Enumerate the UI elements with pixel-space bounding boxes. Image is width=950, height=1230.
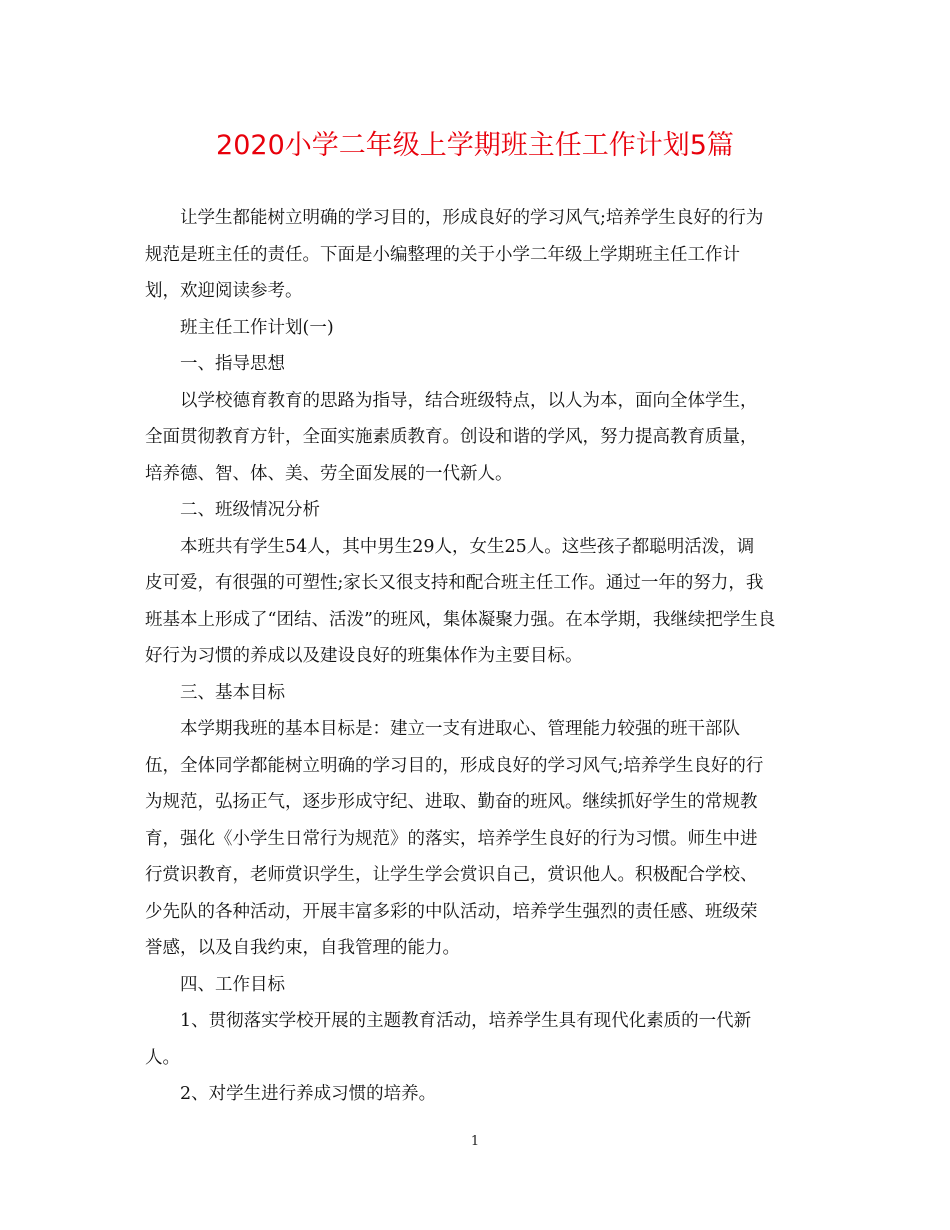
heading-basic-goals: 三、基本目标 — [180, 682, 285, 703]
section-plan-heading: 班主任工作计划(一) — [180, 317, 334, 338]
paragraph-line: 誉感，以及自我约束，自我管理的能力。 — [145, 938, 460, 958]
paragraph-line: 皮可爱，有很强的可塑性;家长又很支持和配合班主任工作。通过一年的努力，我 — [145, 573, 764, 593]
heading-class-analysis: 二、班级情况分析 — [180, 500, 320, 520]
document-body — [145, 200, 812, 1113]
paragraph-line: 伍，全体同学都能树立明确的学习目的，形成良好的学习风气;培养学生良好的行 — [145, 755, 764, 776]
intro-line-2: 规范是班主任的责任。下面是小编整理的关于小学二年级上学期班主任工作计 — [145, 244, 740, 265]
list-item-2: 2、对学生进行养成习惯的培养。 — [180, 1084, 437, 1104]
paragraph-line: 为规范，弘扬正气，逐步形成守纪、进取、勤奋的班风。继续抓好学生的常规教 — [145, 792, 758, 812]
heading-guiding-thought: 一、指导思想 — [180, 354, 285, 374]
intro-line-1: 让学生都能树立明确的学习目的，形成良好的学习风气;培养学生良好的行为 — [180, 208, 764, 228]
paragraph-line: 行赏识教育，老师赏识学生，让学生学会赏识自己，赏识他人。积极配合学校、 — [145, 865, 758, 885]
heading-work-goals: 四、工作目标 — [180, 974, 285, 995]
page-number: 1 — [470, 1134, 480, 1149]
paragraph-line: 以学校德育教育的思路为指导，结合班级特点，以人为本，面向全体学生， — [180, 390, 758, 411]
paragraph-line: 少先队的各种活动，开展丰富多彩的中队活动，培养学生强烈的责任感、班级荣 — [145, 901, 758, 922]
paragraph-line: 班基本上形成了“团结、活泼”的班风，集体凝聚力强。在本学期，我继续把学生良 — [145, 609, 776, 630]
list-item-1: 1、贯彻落实学校开展的主题教育活动，培养学生具有现代化素质的一代新 — [180, 1011, 752, 1031]
paragraph-line: 好行为习惯的养成以及建设良好的班集体作为主要目标。 — [145, 646, 583, 666]
paragraph-line: 本班共有学生54人，其中男生29人，女生25人。这些孩子都聪明活泼，调 — [180, 536, 755, 557]
list-item-1-continued: 人。 — [145, 1047, 180, 1068]
document-title: 2020小学二年级上学期班主任工作计划5篇 — [216, 130, 734, 161]
paragraph-line: 育，强化《小学生日常行为规范》的落实，培养学生良好的行为习惯。师生中进 — [145, 828, 758, 849]
intro-line-3: 划，欢迎阅读参考。 — [145, 281, 303, 301]
paragraph-line: 本学期我班的基本目标是：建立一支有进取心、管理能力较强的班干部队 — [180, 719, 740, 739]
paragraph-line: 培养德、智、体、美、劳全面发展的一代新人。 — [145, 463, 513, 484]
paragraph-line: 全面贯彻教育方针，全面实施素质教育。创设和谐的学风，努力提高教育质量， — [145, 427, 758, 447]
